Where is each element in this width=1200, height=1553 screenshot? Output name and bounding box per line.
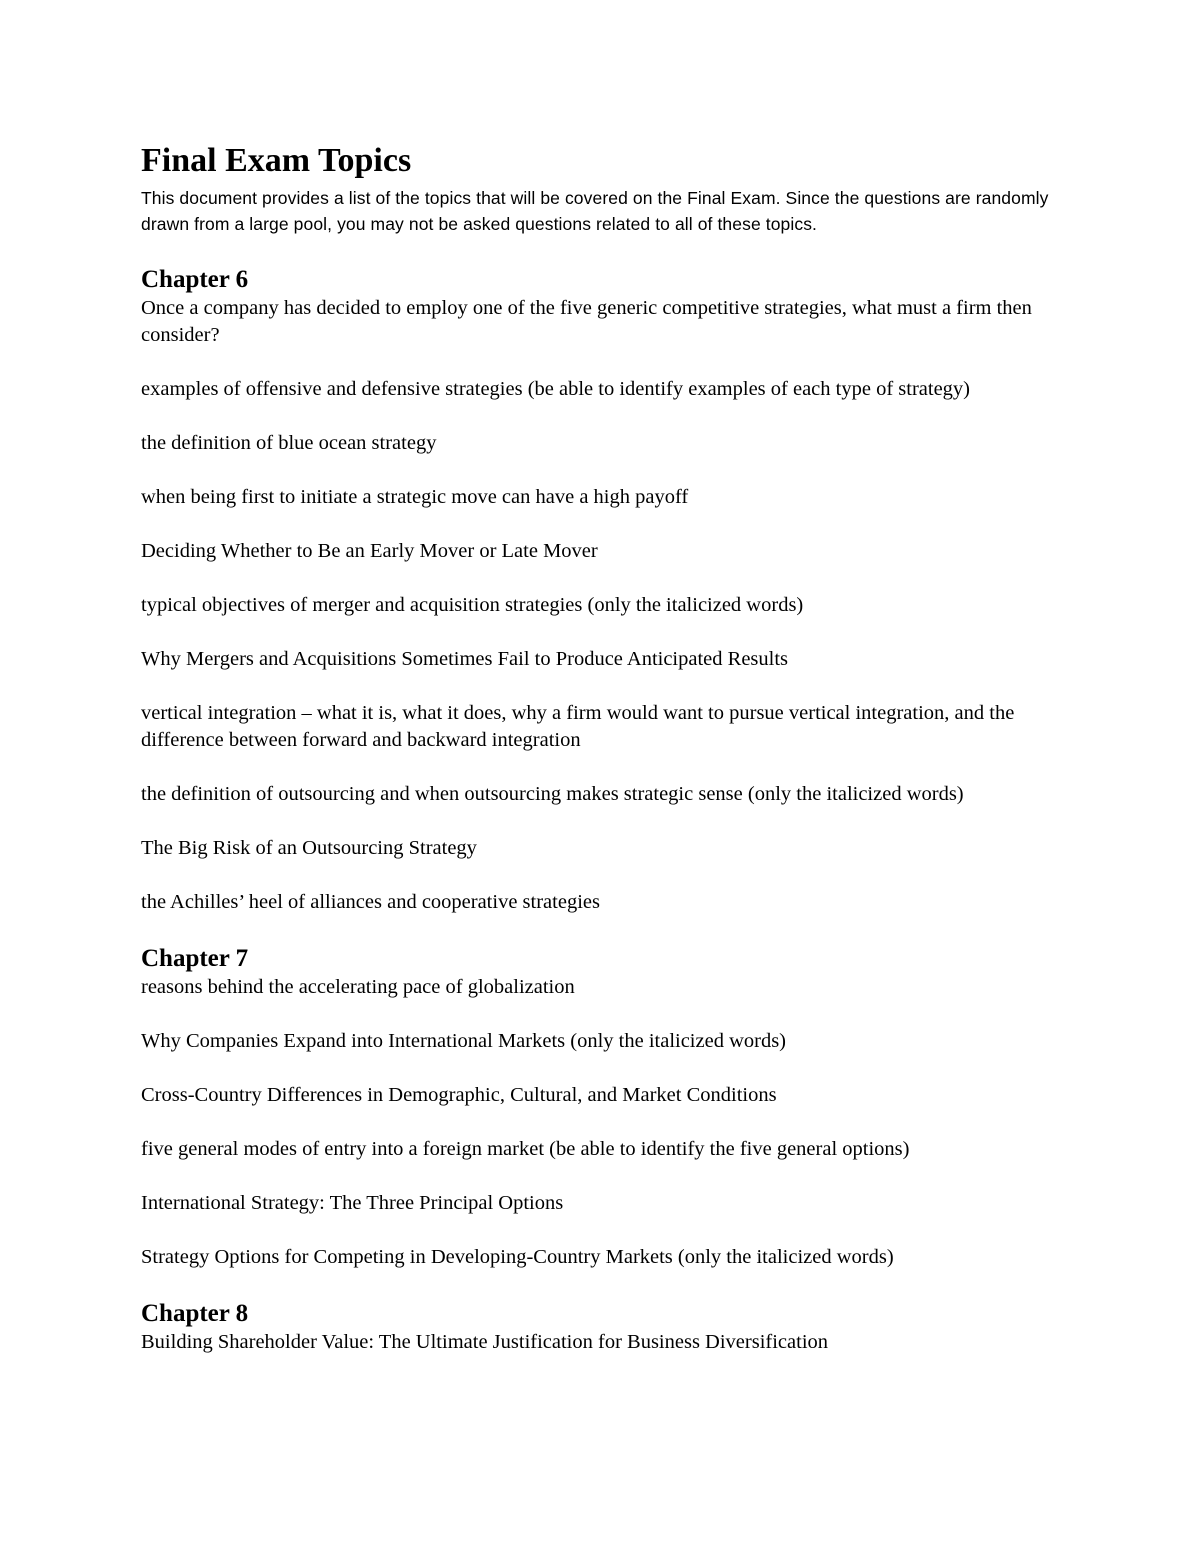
topic-item: the definition of blue ocean strategy <box>141 432 437 454</box>
topic-item: five general modes of entry into a foreign market (be able to identify the five general options) <box>141 1138 910 1160</box>
topic-list <box>141 1329 1066 1356</box>
topic-item: The Big Risk of an Outsourcing Strategy <box>141 837 477 859</box>
topic-item: the Achilles’ heel of alliances and cooperative strategies <box>141 891 600 913</box>
topic-item: International Strategy: The Three Principal Options <box>141 1192 564 1214</box>
chapter-7-section <box>141 944 1066 1271</box>
topic-item: examples of offensive and defensive strategies (be able to identify examples of each type of strategy) <box>141 378 970 400</box>
topic-list <box>141 974 1066 1271</box>
chapter-6-section <box>141 265 1066 916</box>
topic-item: Deciding Whether to Be an Early Mover or Late Mover <box>141 540 598 562</box>
topic-item: Building Shareholder Value: The Ultimate Justification for Business Diversification <box>141 1331 829 1353</box>
topic-item: Strategy Options for Competing in Developing-Country Markets (only the italicized words) <box>141 1246 894 1268</box>
topic-item: Cross-Country Differences in Demographic, Cultural, and Market Conditions <box>141 1084 777 1106</box>
chapter-heading: Chapter 6 <box>141 266 249 293</box>
topic-item: the definition of outsourcing and when outsourcing makes strategic sense (only the italicized words) <box>141 783 964 805</box>
document-title: Final Exam Topics <box>141 142 412 179</box>
topic-item: Once a company has decided to employ one of the five generic competitive strategies, what must a firm then consider? <box>141 297 1032 346</box>
topic-list <box>141 295 1066 916</box>
topic-item: vertical integration – what it is, what it does, why a firm would want to pursue vertical integration, and the difference between forward and backward integration <box>141 702 1015 751</box>
topic-item: typical objectives of merger and acquisition strategies (only the italicized words) <box>141 594 804 616</box>
topic-item: Why Companies Expand into International Markets (only the italicized words) <box>141 1030 787 1052</box>
document-intro: This document provides a list of the topics that will be covered on the Final Exam. Since the questions are randomly drawn from a large pool, you may not be asked questions related to all of these topics. <box>141 188 1049 234</box>
topic-item: when being first to initiate a strategic move can have a high payoff <box>141 486 689 508</box>
chapter-8-section <box>141 1299 1066 1356</box>
topic-item: Why Mergers and Acquisitions Sometimes Fail to Produce Anticipated Results <box>141 648 789 670</box>
chapter-heading: Chapter 8 <box>141 1300 249 1327</box>
topic-item: reasons behind the accelerating pace of globalization <box>141 976 575 998</box>
document-page <box>141 138 1066 1356</box>
chapter-heading: Chapter 7 <box>141 945 249 972</box>
